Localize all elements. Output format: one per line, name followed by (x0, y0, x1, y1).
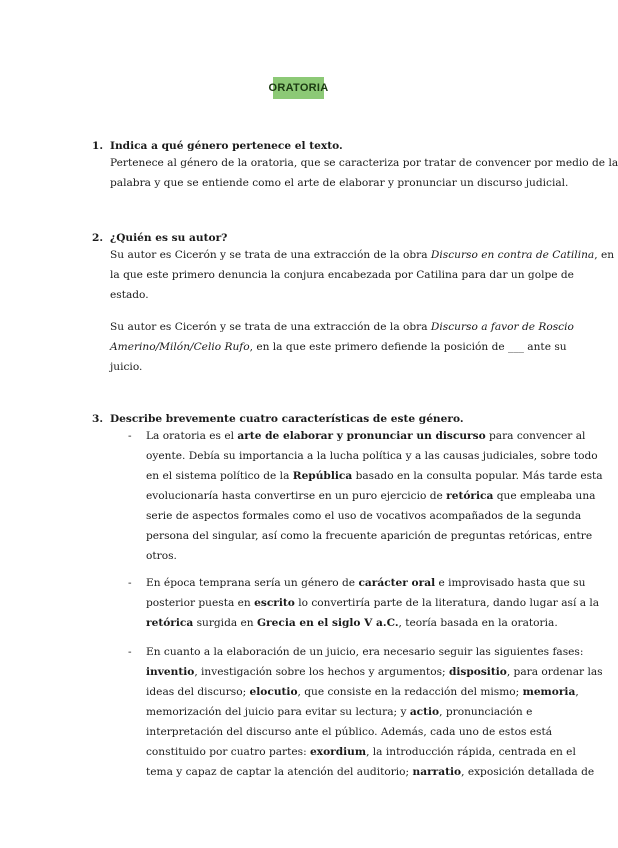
text-line: interpretación del discurso ante el público. Además, cada uno de estos está (146, 726, 553, 738)
text-span: e improvisado hasta que su (435, 577, 586, 589)
keyword: arte de elaborar y pronunciar un discurso (237, 430, 486, 442)
text-span: Su autor es Cicerón y se trata de una extracción de la obra (110, 249, 431, 261)
text-span: lo convertiría parte de la literatura, dando lugar así a la (294, 597, 600, 609)
text-span: En época temprana sería un género de (146, 577, 359, 589)
text-line: la que este primero denuncia la conjura encabezada por Catilina para dar un golpe de (110, 269, 574, 281)
text-span: para convencer al (485, 430, 586, 442)
question-1: Indica a qué género pertenece el texto. (110, 140, 343, 152)
question-2: ¿Quién es su autor? (110, 232, 228, 244)
text-span: , (575, 686, 579, 698)
keyword: República (292, 470, 353, 482)
text-line: En cuanto a la elaboración de un juicio, era necesario seguir las siguientes fases: (146, 646, 584, 658)
bullet-dash: - (128, 430, 132, 442)
text-span: ideas del discurso; (146, 686, 250, 698)
answer-1-line-2: palabra y que se entiende como el arte de elaborar y pronunciar un discurso judicial. (110, 177, 569, 189)
text-span: posterior puesta en (146, 597, 255, 609)
keyword: exordium (310, 746, 367, 758)
text-span: , teoría basada en la oratoria. (398, 617, 558, 629)
keyword: escrito (254, 597, 295, 609)
text-line: persona del singular, así como la frecuente aparición de preguntas retóricas, entre (146, 530, 593, 542)
answer-1-line-1: Pertenece al género de la oratoria, que se caracteriza por tratar de convencer por medio de la (110, 157, 618, 169)
text-span: , pronunciación e (439, 706, 533, 718)
text-span: , para ordenar las (506, 666, 603, 678)
bullet-2 (146, 573, 600, 633)
text-line: estado. (110, 289, 149, 301)
page-title: ORATORIA (273, 77, 324, 99)
question-number: 1. (92, 140, 104, 152)
keyword: retórica (446, 490, 494, 502)
keyword: Grecia en el siglo V a.C. (257, 617, 399, 629)
text-span: surgida en (193, 617, 257, 629)
text-span: memorización del juicio para evitar su lectura; y (146, 706, 410, 718)
text-span: evolucionaría hasta convertirse en un puro ejercicio de (146, 490, 447, 502)
keyword: narratio (412, 766, 462, 778)
bullet-dash: - (128, 646, 132, 658)
text-span: La oratoria es el (146, 430, 238, 442)
text-line: serie de aspectos formales como el uso de vocativos acompañados de la segunda (146, 510, 582, 522)
answer-2-paragraph-2 (110, 317, 574, 377)
answer-2-paragraph-1 (110, 245, 615, 305)
text-span: constituido por cuatro partes: (146, 746, 311, 758)
keyword: actio (409, 706, 440, 718)
question-number: 2. (92, 232, 104, 244)
keyword: memoria (522, 686, 576, 698)
text-span: , en la que este primero defiende la posición de ___ ante su (249, 341, 567, 353)
question-number: 3. (92, 413, 104, 425)
work-title: Discurso en contra de Catilina (430, 249, 595, 261)
question-3: Describe brevemente cuatro características de este género. (110, 413, 464, 425)
text-span: Su autor es Cicerón y se trata de una extracción de la obra (110, 321, 431, 333)
keyword: inventio (146, 666, 195, 678)
bullet-3 (146, 642, 603, 782)
text-span: tema y capaz de captar la atención del auditorio; (146, 766, 413, 778)
text-span: , la introducción rápida, centrada en el (366, 746, 576, 758)
text-line: juicio. (110, 361, 143, 373)
bullet-1 (146, 426, 603, 566)
work-title: Amerino/Milón/Celio Rufo (110, 341, 250, 353)
text-line: otros. (146, 550, 177, 562)
text-line: oyente. Debía su importancia a la lucha política y a las causas judiciales, sobre todo (146, 450, 598, 462)
answer-1 (110, 153, 618, 193)
work-title: Discurso a favor de Roscio (430, 321, 574, 333)
text-span: , en (594, 249, 615, 261)
text-span: , que consiste en la redacción del mismo; (297, 686, 523, 698)
text-span: , investigación sobre los hechos y argumentos; (194, 666, 449, 678)
text-span: , exposición detallada de (461, 766, 595, 778)
text-span: basado en la consulta popular. Más tarde esta (352, 470, 603, 482)
keyword: elocutio (249, 686, 298, 698)
bullet-dash: - (128, 577, 132, 589)
text-span: que empleaba una (493, 490, 596, 502)
keyword: carácter oral (358, 577, 436, 589)
text-span: en el sistema político de la (146, 470, 293, 482)
keyword: dispositio (448, 666, 507, 678)
keyword: retórica (146, 617, 194, 629)
